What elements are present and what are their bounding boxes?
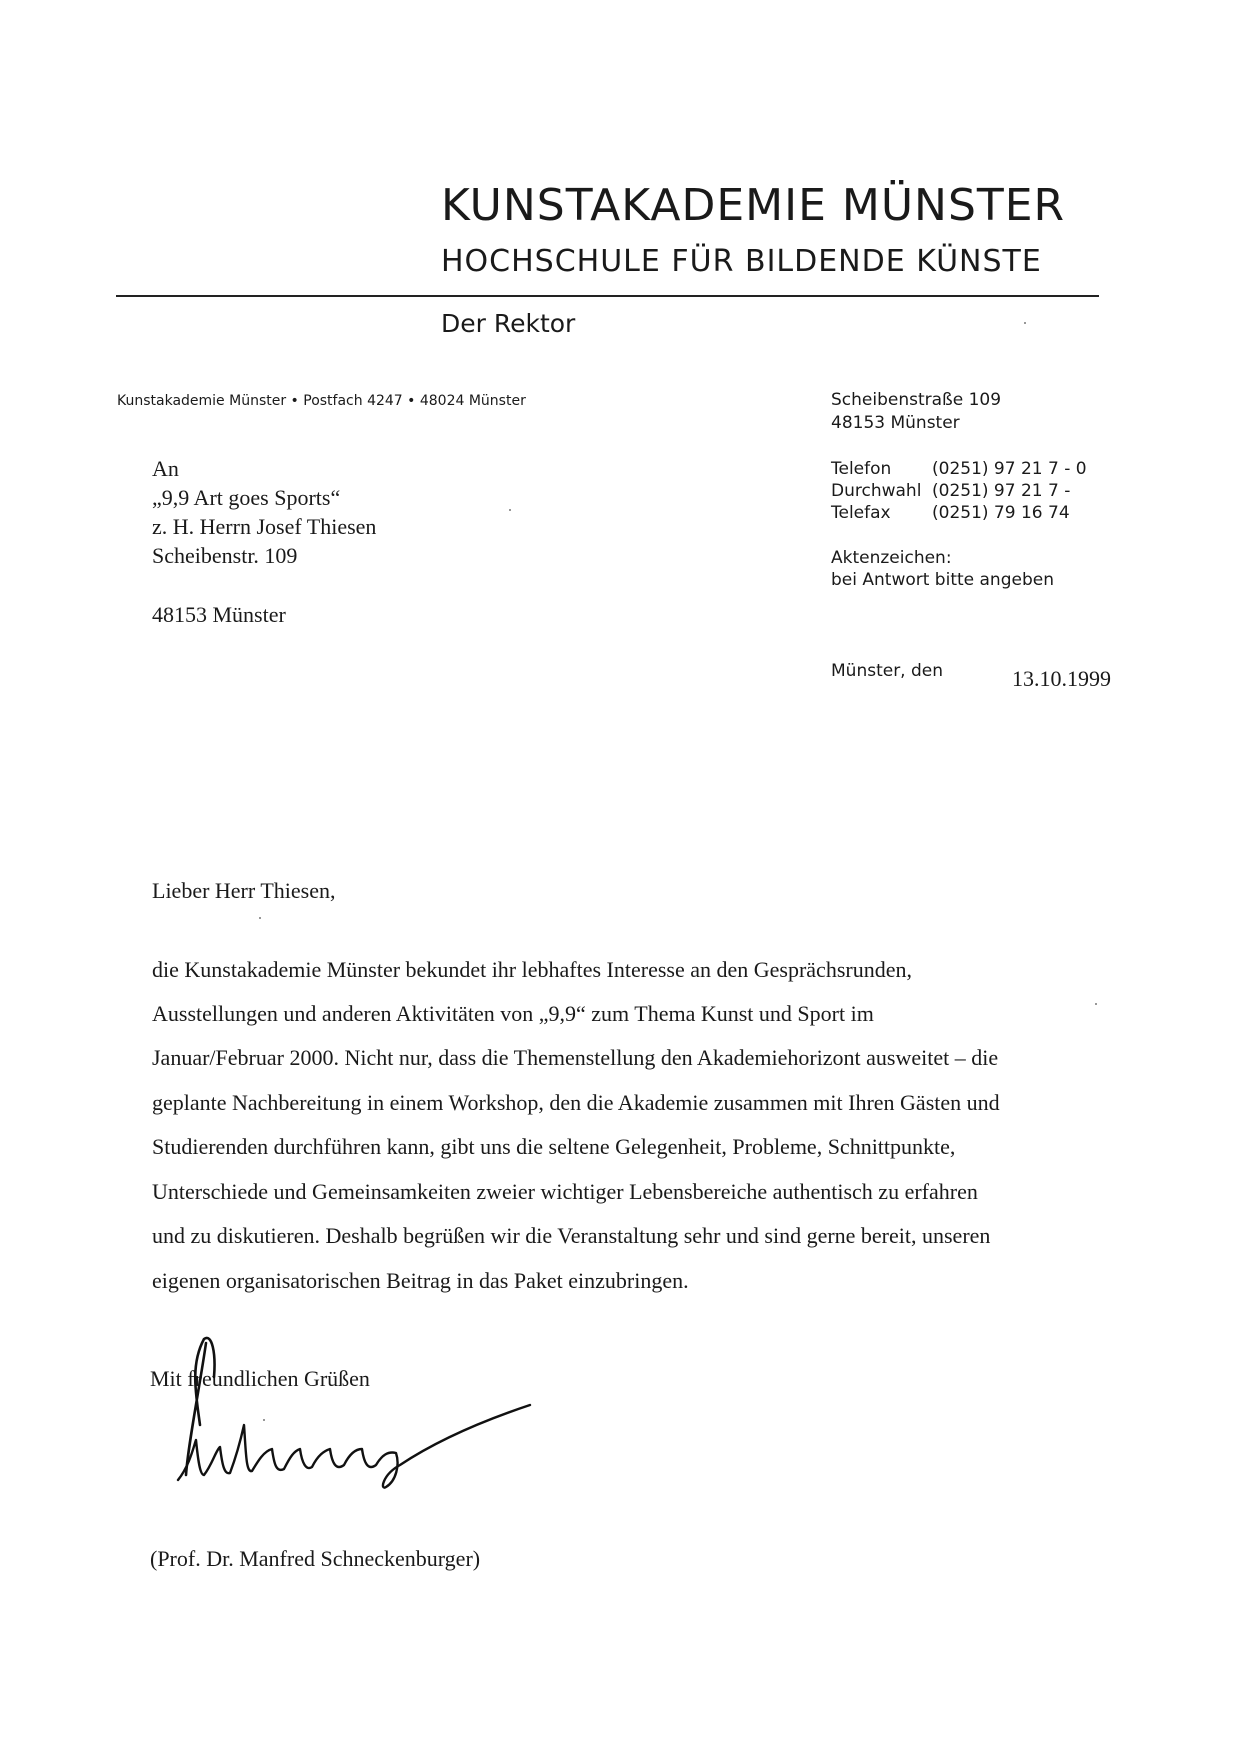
recipient-line: „9,9 Art goes Sports“ [152,485,341,510]
date-label: Münster, den [831,661,944,681]
body-line: Januar/Februar 2000. Nicht nur, dass die Themenstellung den Akademiehorizont ausweitet – die [152,1045,999,1070]
scan-speck [1095,1003,1097,1005]
scan-speck [263,1419,265,1421]
body-line: Studierenden durchführen kann, gibt uns die seltene Gelegenheit, Probleme, Schnittpunkte, [152,1134,956,1159]
letterhead-divider [116,295,1099,297]
signatory-name: (Prof. Dr. Manfred Schneckenburger) [150,1546,481,1571]
scan-speck [1024,322,1026,324]
durchwahl-label: Durchwahl [831,481,922,501]
reference-note: bei Antwort bitte angeben [831,570,1054,590]
scan-speck [259,917,261,919]
recipient-line: Scheibenstr. 109 [152,543,298,568]
reference-label: Aktenzeichen: [831,548,952,568]
body-line: Ausstellungen und anderen Aktivitäten von „9,9“ zum Thema Kunst und Sport im [152,1001,874,1026]
salutation: Lieber Herr Thiesen, [152,878,336,903]
recipient-line: z. H. Herrn Josef Thiesen [152,514,377,539]
body-line: und zu diskutieren. Deshalb begrüßen wir die Veranstaltung sehr und sind gerne bereit, unseren [152,1223,991,1248]
sender-city: 48153 Münster [831,413,960,433]
durchwahl-value: (0251) 97 21 7 - [932,481,1071,501]
handwritten-signature [160,1325,540,1505]
letterhead-office: Der Rektor [441,309,576,338]
body-line: die Kunstakademie Münster bekundet ihr lebhaftes Interesse an den Gesprächsrunden, [152,957,912,982]
sender-street: Scheibenstraße 109 [831,390,1002,410]
body-line: geplante Nachbereitung in einem Workshop, den die Akademie zusammen mit Ihren Gästen und [152,1090,1000,1115]
letterhead-institution: KUNSTAKADEMIE MÜNSTER [441,180,1066,231]
sender-return-line: Kunstakademie Münster • Postfach 4247 • 48024 Münster [117,393,526,409]
closing: Mit freundlichen Grüßen [150,1366,370,1391]
date-value: 13.10.1999 [1012,666,1111,691]
telefon-value: (0251) 97 21 7 - 0 [932,459,1087,479]
recipient-line: An [152,456,179,481]
telefax-label: Telefax [831,503,891,523]
letterhead-subtitle: HOCHSCHULE FÜR BILDENDE KÜNSTE [441,244,1042,279]
body-line: eigenen organisatorischen Beitrag in das Paket einzubringen. [152,1268,689,1293]
scan-speck [509,509,511,511]
recipient-city: 48153 Münster [152,602,286,627]
telefax-value: (0251) 79 16 74 [932,503,1070,523]
telefon-label: Telefon [831,459,892,479]
body-line: Unterschiede und Gemeinsamkeiten zweier wichtiger Lebensbereiche authentisch zu erfahren [152,1179,978,1204]
